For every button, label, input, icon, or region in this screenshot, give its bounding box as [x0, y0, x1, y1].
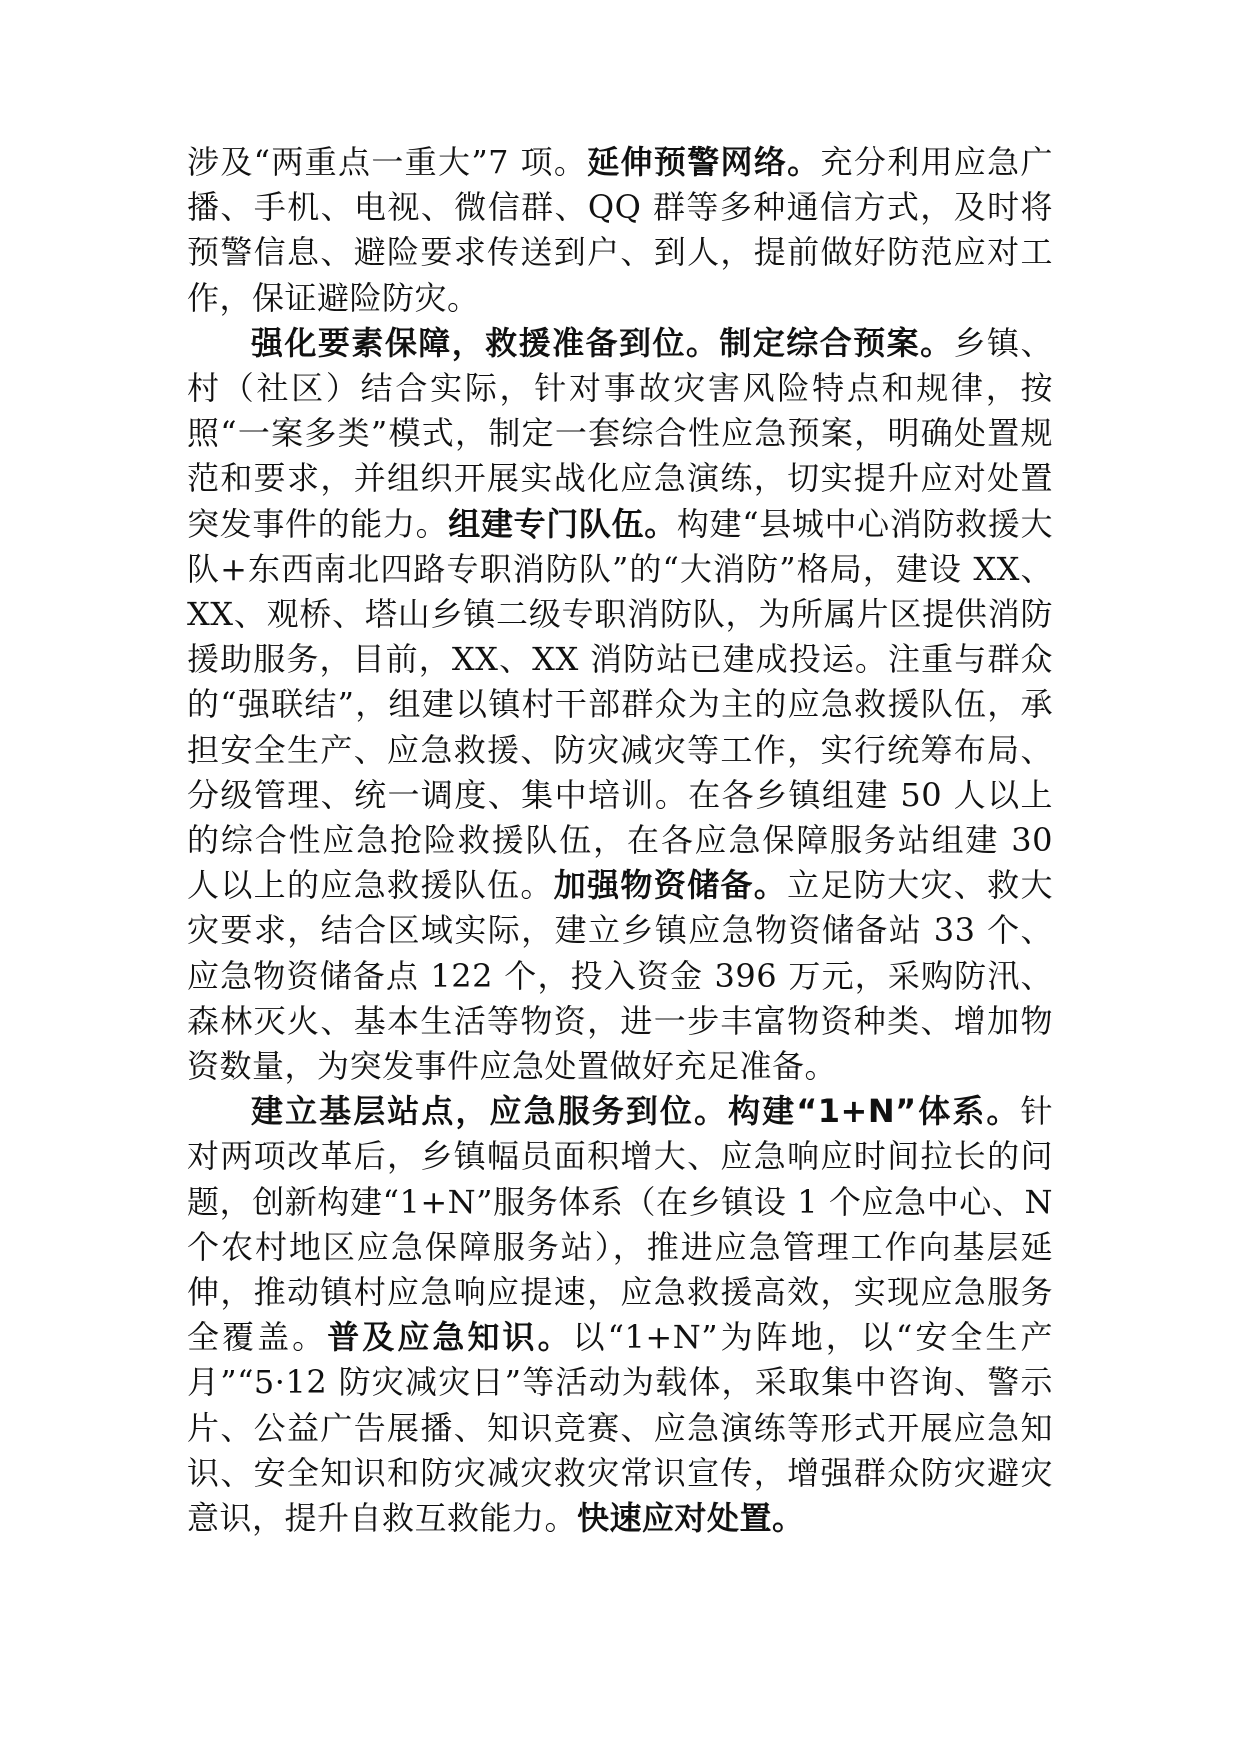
run-heading-bold: 建立基层站点，应急服务到位。构建“1+N”体系。 [251, 1092, 1021, 1131]
run-text: 涉及“两重点一重大”7 项。 [187, 143, 588, 181]
run-heading-bold: 组建专门队伍。 [448, 504, 677, 543]
document-body [187, 140, 1053, 1541]
run-heading-bold: 延伸预警网络。 [587, 143, 821, 181]
run-text: 针对两项改革后，乡镇幅员面积增大、应急响应时间拉长的问题，创新构建“1+N”服务体系（在乡镇设 1 个应急中心、N 个农村地区应急保障服务站），推进应急管理工作向基层延伸，推动镇村应急响应提速，应急救援高效，实现应急服务全覆盖。 [187, 1092, 1053, 1357]
run-heading-bold: 强化要素保障，救援准备到位。制定综合预案。 [251, 323, 954, 362]
run-text: 乡镇、村（社区）结合实际，针对事故灾害风险特点和规律，按照“一案多类”模式，制定一套综合性应急预案，明确处置规范和要求，并组织开展实战化应急演练，切实提升应对处置突发事件的能力。 [187, 323, 1053, 543]
paragraph-3 [187, 1089, 1053, 1541]
run-text: 以“1+N”为阵地，以“安全生产月”“5·12 防灾减灾日”等活动为载体，采取集中咨询、警示片、公益广告展播、知识竞赛、应急演练等形式开展应急知识、安全知识和防灾减灾救灾常识宣传，增强群众防灾避灾意识，提升自救互救能力。 [187, 1318, 1053, 1538]
paragraph-2 [187, 321, 1053, 1089]
run-heading-bold: 快速应对处置。 [577, 1499, 805, 1538]
run-text: 构建“县城中心消防救援大队+东西南北四路专职消防队”的“大消防”格局，建设 XX、XX、观桥、塔山乡镇二级专职消防队，为所属片区提供消防援助服务，目前，XX、XX 消防站已建成投运。注重与群众的“强联结”，组建以镇村干部群众为主的应急救援队伍，承担安全生产、应急救援、防灾减灾等工作，实行统筹布局、分级管理、统一调度、集中培训。在各乡镇组建 50 人以上的综合性应急抢险救援队伍，在各应急保障服务站组建 30 人以上的应急救援队伍。 [187, 504, 1053, 905]
paragraph-1 [187, 140, 1053, 321]
run-heading-bold: 加强物资储备。 [553, 866, 788, 905]
run-text: 立足防大灾、救大灾要求，结合区域实际，建立乡镇应急物资储备站 33 个、应急物资储备点 122 个，投入资金 396 万元，采购防汛、森林灭火、基本生活等物资，进一步丰富物资种类、增加物资数量，为突发事件应急处置做好充足准备。 [187, 866, 1053, 1086]
run-heading-bold: 普及应急知识。 [327, 1318, 573, 1357]
run-text: 充分利用应急广播、手机、电视、微信群、QQ 群等多种通信方式，及时将预警信息、避险要求传送到户、到人，提前做好防范应对工作，保证避险防灾。 [187, 143, 1053, 317]
